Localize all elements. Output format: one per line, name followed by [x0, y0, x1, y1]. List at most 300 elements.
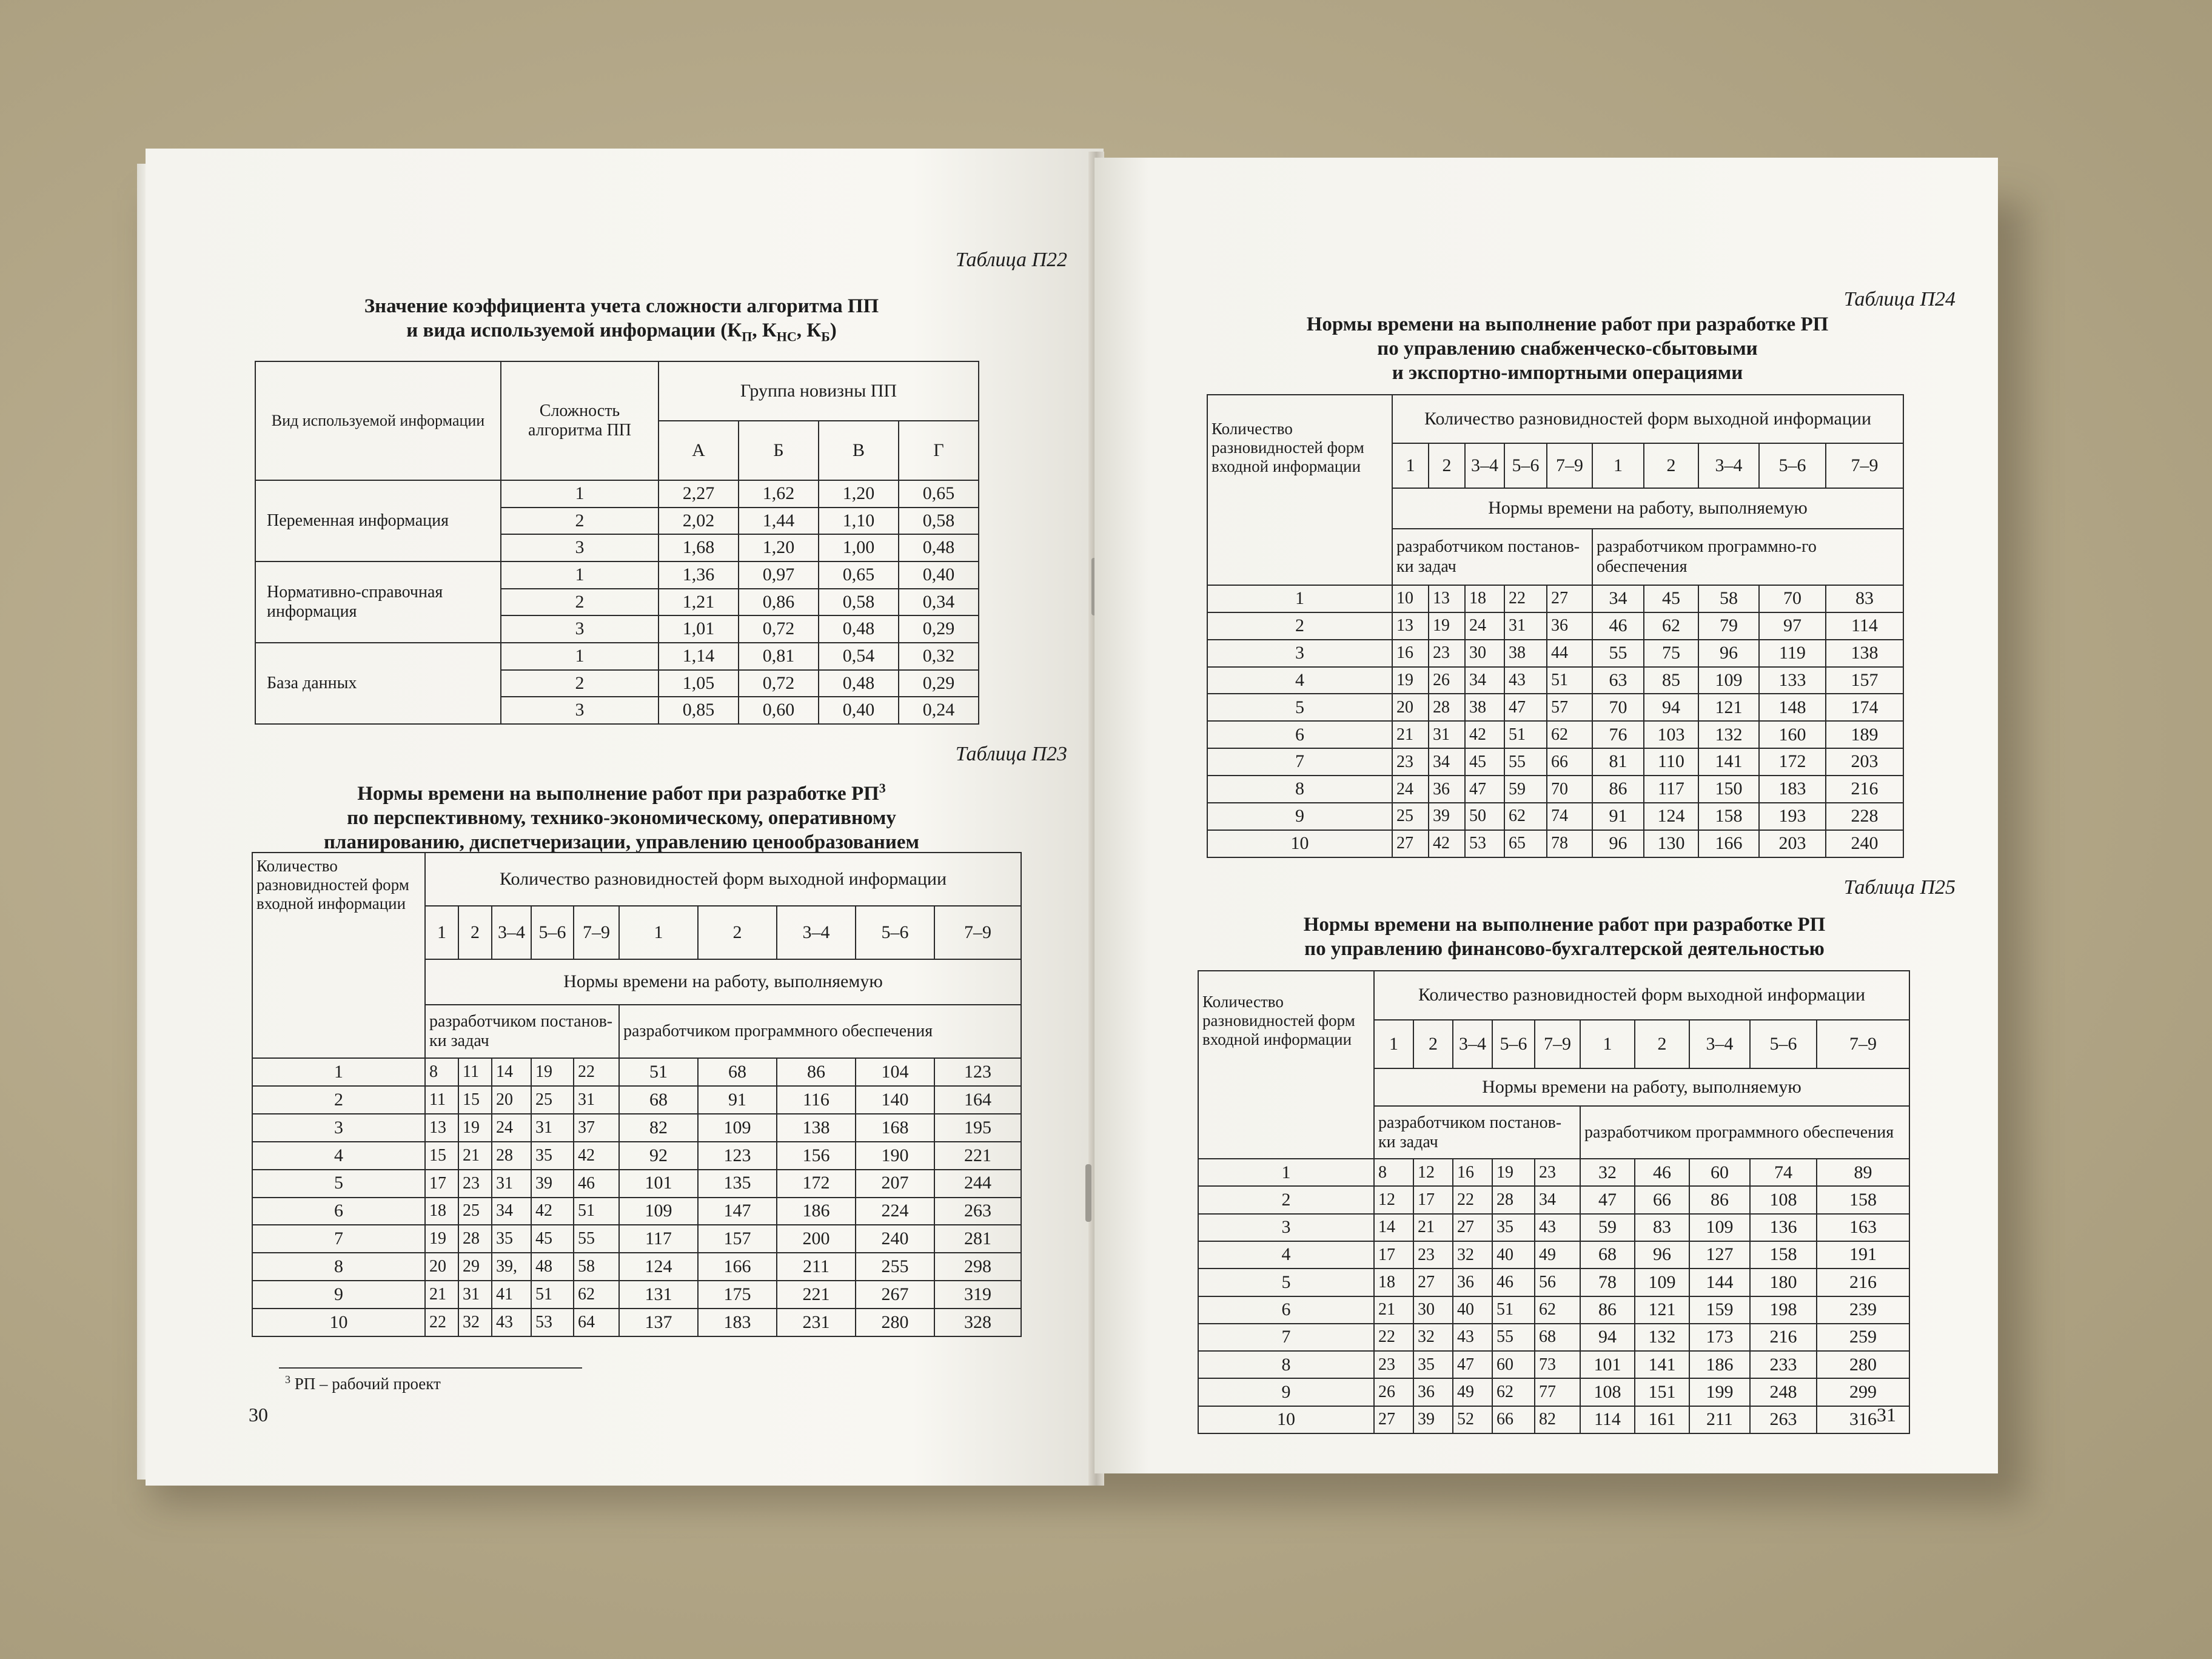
p24-value: 53	[1465, 830, 1504, 857]
p22-value: 0,29	[899, 615, 979, 643]
p23-subcol: 5–6	[531, 906, 574, 959]
p25-subcol: 7–9	[1817, 1020, 1909, 1069]
p25-value: 28	[1492, 1186, 1535, 1213]
p23-value: 28	[458, 1225, 492, 1253]
p23-value: 195	[934, 1114, 1021, 1142]
p25-value: 35	[1413, 1351, 1453, 1378]
p24-value: 78	[1547, 830, 1592, 857]
table-p22-caption: Таблица П22	[955, 249, 1067, 271]
p24-value: 18	[1465, 585, 1504, 612]
p23-value: 25	[458, 1198, 492, 1225]
table-row	[1198, 1269, 1909, 1296]
p22-value: 1,05	[659, 670, 739, 697]
p23-value: 123	[934, 1058, 1021, 1086]
table-p23-caption: Таблица П23	[955, 743, 1067, 765]
p24-value: 160	[1759, 721, 1826, 748]
table-row	[252, 1281, 1021, 1309]
p25-value: 43	[1535, 1214, 1580, 1241]
p25-value: 299	[1817, 1378, 1909, 1406]
p24-value: 39	[1429, 803, 1465, 830]
p25-norms-header: Нормы времени на работу, выполняемую	[1374, 1068, 1909, 1106]
table-p22-title-line1: Значение коэффициента учета сложности алгоритма ПП	[364, 295, 879, 317]
p24-value: 150	[1698, 776, 1759, 803]
p25-value: 46	[1635, 1159, 1689, 1186]
p23-value: 221	[934, 1142, 1021, 1170]
p23-subcol: 3–4	[492, 906, 531, 959]
p24-group1: разработчиком постанов-ки задач	[1392, 529, 1592, 585]
p24-value: 79	[1698, 612, 1759, 640]
p25-value: 43	[1453, 1324, 1492, 1351]
p23-value: 175	[698, 1281, 777, 1309]
p22-value: 0,58	[899, 508, 979, 535]
p24-value: 27	[1392, 830, 1429, 857]
table-p25-caption: Таблица П25	[1843, 876, 1956, 899]
p23-value: 281	[934, 1225, 1021, 1253]
p24-value: 166	[1698, 830, 1759, 857]
p24-col-header: Количество разновидностей форм выходной информации	[1392, 395, 1903, 443]
p25-value: 30	[1413, 1296, 1453, 1324]
p25-value: 17	[1374, 1241, 1413, 1269]
p24-row-number: 8	[1207, 776, 1392, 803]
p25-group2: разработчиком программного обеспечения	[1580, 1106, 1909, 1159]
p25-value: 132	[1635, 1324, 1689, 1351]
table-row	[1198, 1159, 1909, 1186]
p23-value: 31	[574, 1086, 619, 1114]
p25-value: 21	[1413, 1214, 1453, 1241]
p22-value: 0,97	[739, 561, 819, 589]
table-p24-title-line3: и экспортно-импортными операциями	[1392, 362, 1743, 384]
p22-value: 0,60	[739, 697, 819, 724]
p24-value: 124	[1644, 803, 1698, 830]
p25-value: 49	[1453, 1378, 1492, 1406]
p24-value: 19	[1429, 612, 1465, 640]
p25-value: 108	[1580, 1378, 1635, 1406]
p24-value: 216	[1826, 776, 1903, 803]
p23-row-number: 8	[252, 1253, 425, 1281]
p22-group-col: А	[659, 421, 739, 480]
p25-row-number: 5	[1198, 1269, 1374, 1296]
p23-value: 42	[574, 1142, 619, 1170]
table-row	[1207, 776, 1903, 803]
p25-value: 66	[1635, 1186, 1689, 1213]
p24-value: 55	[1504, 748, 1547, 776]
p25-group1: разработчиком постанов-ки задач	[1374, 1106, 1580, 1159]
p24-value: 86	[1592, 776, 1644, 803]
table-row	[252, 1309, 1021, 1336]
p25-value: 56	[1535, 1269, 1580, 1296]
p23-value: 23	[458, 1170, 492, 1198]
p24-value: 31	[1429, 721, 1465, 748]
p25-value: 239	[1817, 1296, 1909, 1324]
p25-value: 73	[1535, 1351, 1580, 1378]
p22-header-complexity: Сложность алгоритма ПП	[501, 361, 659, 480]
p23-value: 8	[425, 1058, 458, 1086]
table-p23	[252, 852, 1022, 1337]
p24-value: 20	[1392, 694, 1429, 721]
table-row	[252, 1225, 1021, 1253]
p24-value: 34	[1465, 667, 1504, 694]
p24-value: 130	[1644, 830, 1698, 857]
p22-complexity: 1	[501, 480, 659, 508]
p25-subcol: 1	[1580, 1020, 1635, 1069]
p25-value: 60	[1689, 1159, 1750, 1186]
p23-value: 29	[458, 1253, 492, 1281]
p25-subcol: 5–6	[1492, 1020, 1535, 1069]
p25-value: 86	[1689, 1186, 1750, 1213]
p23-value: 92	[619, 1142, 698, 1170]
p25-value: 23	[1535, 1159, 1580, 1186]
p25-value: 19	[1492, 1159, 1535, 1186]
p25-value: 46	[1492, 1269, 1535, 1296]
p24-value: 58	[1698, 585, 1759, 612]
p23-subcol: 2	[458, 906, 492, 959]
p24-row-number: 5	[1207, 694, 1392, 721]
p24-row-number: 2	[1207, 612, 1392, 640]
p23-value: 137	[619, 1309, 698, 1336]
p25-row-header: Количество разновидностей форм входной информации	[1198, 971, 1374, 1159]
p25-value: 47	[1453, 1351, 1492, 1378]
p23-norms-header: Нормы времени на работу, выполняемую	[425, 959, 1021, 1005]
p22-value: 0,65	[899, 480, 979, 508]
p23-subcol: 2	[698, 906, 777, 959]
p22-value: 0,72	[739, 615, 819, 643]
p23-col-header: Количество разновидностей форм выходной информации	[425, 853, 1021, 906]
p24-value: 21	[1392, 721, 1429, 748]
p25-row-number: 9	[1198, 1378, 1374, 1406]
p23-value: 101	[619, 1170, 698, 1198]
p22-value: 0,40	[819, 697, 899, 724]
p24-value: 85	[1644, 667, 1698, 694]
footnote-divider	[279, 1367, 582, 1369]
p22-group-col: В	[819, 421, 899, 480]
p23-value: 51	[574, 1198, 619, 1225]
p23-row-number: 2	[252, 1086, 425, 1114]
p24-subcol: 3–4	[1465, 443, 1504, 488]
p24-value: 81	[1592, 748, 1644, 776]
p24-row-number: 10	[1207, 830, 1392, 857]
p24-subcol: 1	[1592, 443, 1644, 488]
p22-value: 0,29	[899, 670, 979, 697]
p25-value: 89	[1817, 1159, 1909, 1186]
p24-value: 44	[1547, 640, 1592, 667]
p23-value: 190	[856, 1142, 934, 1170]
p22-value: 0,85	[659, 697, 739, 724]
p25-value: 74	[1750, 1159, 1817, 1186]
p23-value: 58	[574, 1253, 619, 1281]
p24-subcol: 7–9	[1547, 443, 1592, 488]
p24-value: 157	[1826, 667, 1903, 694]
p23-value: 34	[492, 1198, 531, 1225]
p25-value: 77	[1535, 1378, 1580, 1406]
p25-value: 109	[1689, 1214, 1750, 1241]
p24-value: 13	[1392, 612, 1429, 640]
p24-value: 66	[1547, 748, 1592, 776]
p22-complexity: 1	[501, 561, 659, 589]
table-p23-title-line3: планированию, диспетчеризации, управлению ценообразованием	[324, 831, 919, 853]
table-row	[255, 643, 979, 670]
p25-value: 158	[1817, 1186, 1909, 1213]
table-row	[1207, 694, 1903, 721]
p23-value: 240	[856, 1225, 934, 1253]
p25-value: 159	[1689, 1296, 1750, 1324]
table-row	[252, 1253, 1021, 1281]
table-row	[1207, 721, 1903, 748]
p25-value: 198	[1750, 1296, 1817, 1324]
p22-value: 1,36	[659, 561, 739, 589]
p24-subcol: 1	[1392, 443, 1429, 488]
p23-value: 11	[458, 1058, 492, 1086]
p25-value: 21	[1374, 1296, 1413, 1324]
p25-value: 23	[1413, 1241, 1453, 1269]
p23-value: 267	[856, 1281, 934, 1309]
p23-subcol: 1	[425, 906, 458, 959]
p23-value: 135	[698, 1170, 777, 1198]
table-row	[1207, 585, 1903, 612]
p25-value: 23	[1374, 1351, 1413, 1378]
p24-row-number: 9	[1207, 803, 1392, 830]
p24-subcol: 5–6	[1504, 443, 1547, 488]
p25-row-number: 6	[1198, 1296, 1374, 1324]
p24-value: 25	[1392, 803, 1429, 830]
p23-value: 147	[698, 1198, 777, 1225]
table-row	[1198, 1378, 1909, 1406]
p25-value: 158	[1750, 1241, 1817, 1269]
p24-value: 63	[1592, 667, 1644, 694]
p23-value: 157	[698, 1225, 777, 1253]
p23-value: 166	[698, 1253, 777, 1281]
p23-value: 45	[531, 1225, 574, 1253]
table-p24-caption: Таблица П24	[1843, 288, 1956, 310]
p23-value: 68	[619, 1086, 698, 1114]
p22-value: 1,01	[659, 615, 739, 643]
table-row	[1207, 640, 1903, 667]
p25-col-header: Количество разновидностей форм выходной информации	[1374, 971, 1909, 1020]
p23-value: 91	[698, 1086, 777, 1114]
p23-value: 18	[425, 1198, 458, 1225]
p25-value: 109	[1635, 1269, 1689, 1296]
p24-value: 57	[1547, 694, 1592, 721]
footnote-text: РП – рабочий проект	[294, 1375, 441, 1393]
p24-value: 16	[1392, 640, 1429, 667]
p25-value: 40	[1492, 1241, 1535, 1269]
p24-value: 75	[1644, 640, 1698, 667]
p23-value: 183	[698, 1309, 777, 1336]
p24-row-number: 1	[1207, 585, 1392, 612]
p25-value: 60	[1492, 1351, 1535, 1378]
p24-value: 38	[1504, 640, 1547, 667]
p24-value: 114	[1826, 612, 1903, 640]
p23-value: 31	[492, 1170, 531, 1198]
p23-value: 319	[934, 1281, 1021, 1309]
p22-complexity: 3	[501, 534, 659, 561]
table-row	[255, 480, 979, 508]
table-row	[1198, 1186, 1909, 1213]
p23-value: 86	[777, 1058, 856, 1086]
p23-value: 32	[458, 1309, 492, 1336]
p24-value: 28	[1429, 694, 1465, 721]
p23-group2: разработчиком программного обеспечения	[619, 1005, 1021, 1058]
p25-value: 52	[1453, 1406, 1492, 1433]
p23-value: 22	[425, 1309, 458, 1336]
p25-value: 32	[1580, 1159, 1635, 1186]
p25-value: 34	[1535, 1186, 1580, 1213]
table-row	[1198, 1214, 1909, 1241]
p24-value: 38	[1465, 694, 1504, 721]
p23-value: 280	[856, 1309, 934, 1336]
p25-value: 40	[1453, 1296, 1492, 1324]
table-row	[252, 1198, 1021, 1225]
p25-value: 35	[1492, 1214, 1535, 1241]
p24-value: 46	[1592, 612, 1644, 640]
p23-value: 131	[619, 1281, 698, 1309]
p23-value: 172	[777, 1170, 856, 1198]
p24-value: 62	[1547, 721, 1592, 748]
p24-value: 183	[1759, 776, 1826, 803]
p24-value: 26	[1429, 667, 1465, 694]
p25-value: 216	[1750, 1324, 1817, 1351]
p23-value: 41	[492, 1281, 531, 1309]
p25-value: 186	[1689, 1351, 1750, 1378]
staple-bottom	[1085, 1164, 1091, 1222]
table-row	[255, 561, 979, 589]
p23-value: 51	[619, 1058, 698, 1086]
p23-row-number: 3	[252, 1114, 425, 1142]
table-p25-title-line2: по управлению финансово-бухгалтерской деятельностью	[1304, 938, 1825, 960]
p25-value: 32	[1453, 1241, 1492, 1269]
p24-value: 174	[1826, 694, 1903, 721]
p24-value: 117	[1644, 776, 1698, 803]
table-p22-title	[243, 294, 1000, 349]
p23-value: 13	[425, 1114, 458, 1142]
p24-value: 193	[1759, 803, 1826, 830]
p25-value: 62	[1492, 1378, 1535, 1406]
p23-row-number: 7	[252, 1225, 425, 1253]
p24-value: 47	[1465, 776, 1504, 803]
table-p22	[255, 361, 979, 725]
p22-category: База данных	[255, 643, 501, 724]
p23-row-number: 5	[252, 1170, 425, 1198]
p23-value: 123	[698, 1142, 777, 1170]
p23-value: 21	[458, 1142, 492, 1170]
p22-value: 1,21	[659, 589, 739, 616]
p24-value: 97	[1759, 612, 1826, 640]
table-p24-title	[1191, 312, 1943, 385]
p24-value: 24	[1465, 612, 1504, 640]
p25-value: 136	[1750, 1214, 1817, 1241]
page-number-right: 31	[1877, 1404, 1896, 1426]
p23-value: 62	[574, 1281, 619, 1309]
p25-subcol: 3–4	[1453, 1020, 1492, 1069]
p25-row-number: 4	[1198, 1241, 1374, 1269]
p24-value: 43	[1504, 667, 1547, 694]
p24-value: 70	[1547, 776, 1592, 803]
p23-value: 39	[531, 1170, 574, 1198]
p25-value: 62	[1535, 1296, 1580, 1324]
p23-value: 43	[492, 1309, 531, 1336]
p25-value: 39	[1413, 1406, 1453, 1433]
p23-value: 55	[574, 1225, 619, 1253]
p24-value: 23	[1429, 640, 1465, 667]
p23-value: 37	[574, 1114, 619, 1142]
p24-value: 110	[1644, 748, 1698, 776]
footnote-mark: 3	[285, 1373, 290, 1386]
p25-value: 12	[1413, 1159, 1453, 1186]
p23-value: 35	[531, 1142, 574, 1170]
p23-value: 35	[492, 1225, 531, 1253]
p25-value: 26	[1374, 1378, 1413, 1406]
p22-value: 0,58	[819, 589, 899, 616]
p25-value: 316	[1817, 1406, 1909, 1433]
p23-value: 28	[492, 1142, 531, 1170]
table-p25-title	[1179, 913, 1949, 961]
p23-value: 25	[531, 1086, 574, 1114]
p24-row-number: 6	[1207, 721, 1392, 748]
p24-value: 36	[1429, 776, 1465, 803]
p24-value: 34	[1429, 748, 1465, 776]
p22-value: 1,10	[819, 508, 899, 535]
p23-value: 207	[856, 1170, 934, 1198]
p25-value: 114	[1580, 1406, 1635, 1433]
p22-header-group: Группа новизны ПП	[659, 361, 979, 421]
p23-value: 24	[492, 1114, 531, 1142]
p22-value: 0,48	[819, 615, 899, 643]
p25-value: 27	[1453, 1214, 1492, 1241]
p23-value: 15	[425, 1142, 458, 1170]
p24-value: 65	[1504, 830, 1547, 857]
p25-value: 27	[1413, 1269, 1453, 1296]
p24-row-number: 4	[1207, 667, 1392, 694]
p24-value: 36	[1547, 612, 1592, 640]
p23-value: 244	[934, 1170, 1021, 1198]
p23-value: 15	[458, 1086, 492, 1114]
p23-subcol: 1	[619, 906, 698, 959]
p24-value: 148	[1759, 694, 1826, 721]
p22-value: 1,44	[739, 508, 819, 535]
p25-subcol: 7–9	[1535, 1020, 1580, 1069]
table-row	[252, 1086, 1021, 1114]
p24-value: 31	[1504, 612, 1547, 640]
p25-value: 141	[1635, 1351, 1689, 1378]
p22-value: 0,65	[819, 561, 899, 589]
p22-value: 0,86	[739, 589, 819, 616]
p25-value: 83	[1635, 1214, 1689, 1241]
p24-value: 51	[1547, 667, 1592, 694]
p24-subcol: 3–4	[1698, 443, 1759, 488]
p22-value: 1,62	[739, 480, 819, 508]
p24-value: 103	[1644, 721, 1698, 748]
p25-value: 199	[1689, 1378, 1750, 1406]
p24-value: 70	[1592, 694, 1644, 721]
p22-value: 0,24	[899, 697, 979, 724]
p25-value: 180	[1750, 1269, 1817, 1296]
table-p22-title-line2: и вида используемой информации ($К_П$, $К_{НС}$, $К_Б$)	[406, 320, 837, 344]
p23-subcol: 7–9	[934, 906, 1021, 959]
p24-value: 96	[1698, 640, 1759, 667]
p23-value: 19	[531, 1058, 574, 1086]
p24-value: 158	[1698, 803, 1759, 830]
p22-complexity: 2	[501, 589, 659, 616]
p25-value: 59	[1580, 1214, 1635, 1241]
p25-value: 248	[1750, 1378, 1817, 1406]
right-page	[1094, 158, 1998, 1473]
p23-value: 11	[425, 1086, 458, 1114]
p23-value: 19	[425, 1225, 458, 1253]
p24-value: 138	[1826, 640, 1903, 667]
p23-value: 39,	[492, 1253, 531, 1281]
table-row	[252, 1058, 1021, 1086]
p24-value: 45	[1465, 748, 1504, 776]
p24-value: 76	[1592, 721, 1644, 748]
